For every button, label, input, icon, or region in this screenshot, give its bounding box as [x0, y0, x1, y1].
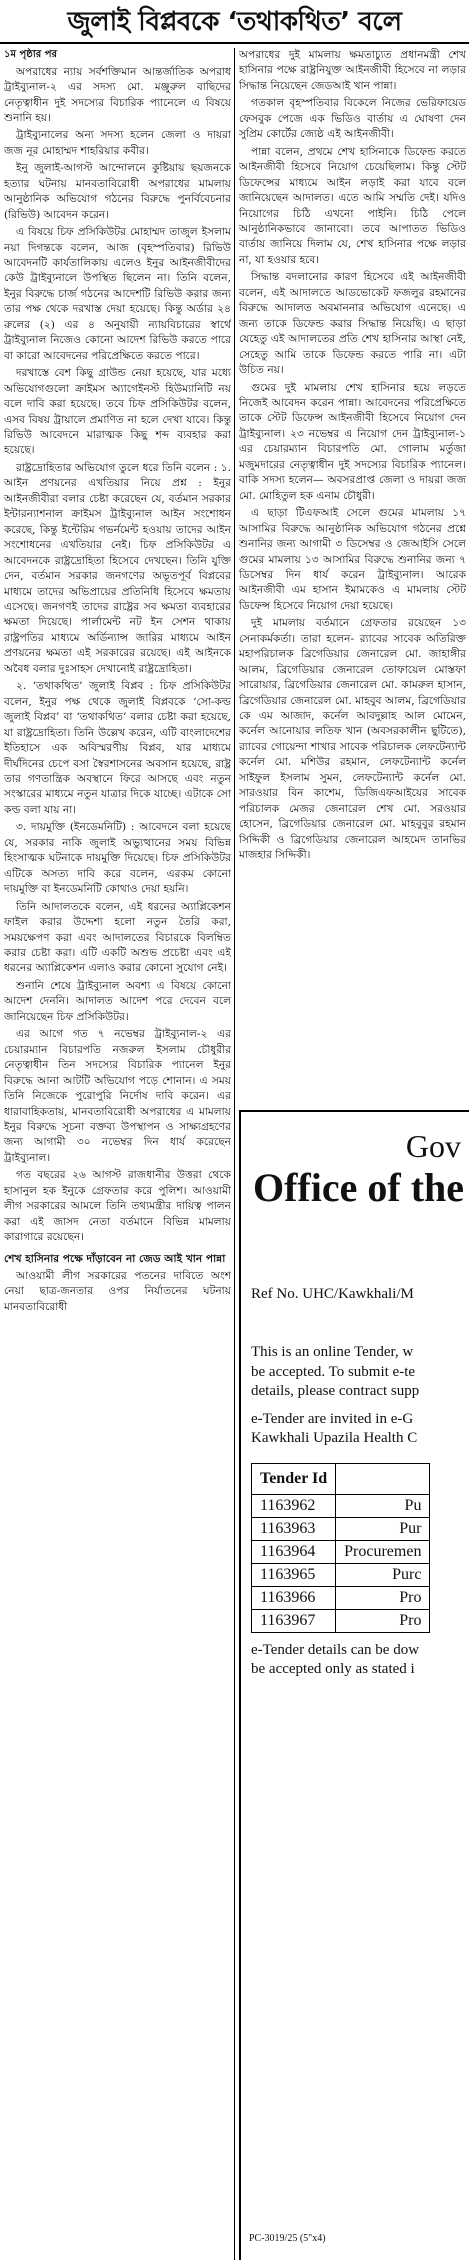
ad-footer-text [241, 1641, 469, 1680]
tender-id-cell: 1163967 [252, 1609, 336, 1632]
headline: জুলাই বিপ্লবকে ‘তথাকথিত’ বলে [0, 0, 469, 44]
article-paragraph: গত বছরের ২৬ আগস্ট রাজধানীর উত্তরা থেকে হাসানুল হক ইনুকে গ্রেফতার করে পুলিশ। আওয়ামী লীগ সরকারের আমলে তিনি তথ্যমন্ত্রীর দায়িত্ব পালন করা এই জাসদ নেতা বর্তমানে বিভিন্ন মামলায় কারাগারে রয়েছেন। [4, 1169, 231, 1244]
tender-desc-cell: Pur [336, 1517, 430, 1540]
table-row [252, 1494, 430, 1517]
ad-body-line: This is an online Tender, w [251, 1344, 414, 1360]
tender-id-cell: 1163965 [252, 1563, 336, 1586]
ad-invitation-text [241, 1410, 469, 1449]
ad-pc-code: PC-3019/25 (5"x4) [249, 2233, 326, 2244]
article-paragraph: এ ছাড়া টিএফআই সেলে গুমের মামলায় ১৭ আসামির বিরুদ্ধে আনুষ্ঠানিক অভিযোগ গঠনের প্রশ্নে শুনানির জন্য আগামী ৩ ডিসেম্বর ও জেআইসি সেলে গুমের মামলায় ১৩ আসামির বিরুদ্ধে শুনানির জন্য ৭ ডিসেম্বর দিন ধার্য করেন ট্রাইব্যুনাল। আরেক আইনজীবী এম হাসান ইমামকেও এ মামলায় স্টেট ডিফেন্স হিসেবে নিয়োগ দেয়া হয়েছে। [239, 507, 466, 612]
tender-id-cell: 1163964 [252, 1540, 336, 1563]
article-paragraph: সিদ্ধান্ত বদলানোর কারণ হিসেবে এই আইনজীবী বলেন, এই আদালতে আডভোকেট ফজলুর রহমানের বিরুদ্ধে আদালত অবমাননার অভিযোগ এনেছে। এ জন্য তাকে ডিফেন্ড করার সিদ্ধান্ত নিয়েছি। এ ছাড়া যেহেতু এই আদালতের প্রতি শেখ হাসিনার আস্থা নেই, সেহেতু আমি তাকে ডিফেন্ড করতে পারি না। এটা উচিত নয়। [239, 271, 466, 377]
ad-invite-line: e-Tender are invited in e-G [251, 1410, 414, 1427]
tender-desc-cell: Pu [336, 1494, 430, 1517]
ad-government-line: Gov [405, 1128, 461, 1164]
article-paragraph: এর আগে গত ৭ নভেম্বর ট্রাইব্যুনাল-২ এর চেয়ারম্যান বিচারপতি নজরুল ইসলাম চৌধুরীর নেতৃত্বাধীন তিন সদস্যের বিচারিক প্যানেল ইনুর বিরুদ্ধে আনা আটটি অভিযোগ পড়ে শোনান। এ সময় তিনি নিজেকে পুরোপুরি নির্দোষ দাবি করেন। এর ধারাবাহিকতায়, মানবতাবিরোধী অপরাধের এ মামলায় ইনুর বিরুদ্ধে সূচনা বক্তব্য উপস্থাপন ও সাক্ষ্যগ্রহণের জন্য আগামী ৩০ নভেম্বর দিন ধার্য করেছেন ট্রাইব্যুনাল। [4, 1028, 231, 1164]
article-paragraph: ইনু জুলাই-আগস্ট আন্দোলনে কুষ্টিয়ায় ছয়জনকে হত্যার ঘটনায় মানবতাবিরোধী অপরাধের মামলায় আনুষ্ঠানিক অভিযোগ গঠনের বিরুদ্ধে পুনর্বিবেচনার (রিভিউ) আবেদন করেন। [4, 162, 231, 221]
article-paragraph: রাষ্ট্রদ্রোহিতার অভিযোগ তুলে ধরে তিনি বলেন : ১. আইন প্রণয়নের এখতিয়ার নিয়ে প্রশ্ন : ইনুর আইনজীবীরা বলার চেষ্টা করেছেন যে, বর্তমান সরকার ইন্টারন্যাশনাল ক্রাইমস ট্রাইব্যুনাল আইন সংশোধন করেছে, কিন্তু ইন্টেরিম গভর্নমেন্ট হওয়ায় তাদের আইন সংশোধনের এখতিয়ার নেই। চিফ প্রসিকিউটর এ আবেদনকে রাষ্ট্রদ্রোহিতা হিসেবে দেখছেন। তিনি যুক্তি দেন, বর্তমান সরকার জনগণের অভূতপূর্ব বিপ্লবের মাধ্যমে তাদের অভিপ্রায়ের প্রতিনিধি হিসেবে ক্ষমতায় এসেছে। জনগণই তাদের রাষ্ট্রের সব ক্ষমতা ব্যবহারের ক্ষমতা দিয়েছে। পার্লামেন্ট নট ইন সেশন থাকায় রাষ্ট্রপতির মাধ্যমে অর্ডিন্যান্স জারির মাধ্যমে আইন প্রণয়নের ক্ষমতা এই সরকারের রয়েছে। এই আইনকে অবৈধ বলার দুঃসাহস দেখানোই রাষ্ট্রদ্রোহিতা। [4, 461, 231, 675]
continued-from-label: ১ম পৃষ্ঠার পর [4, 49, 57, 60]
article-paragraph: ৩. দায়মুক্তি (ইনডেমনিটি) : আবেদনে বলা হয়েছে যে, সরকার নাকি জুলাই অভ্যুত্থানের সময় বিভিন্ন হিংসাত্মক ঘটনাকে দায়মুক্তি দিয়েছে। চিফ প্রসিকিউটর এটিকে অসত্য দাবি করে বলেন, এরকম কোনো দায়মুক্তি বা ইনডেমনিটি কোথাও দেয়া হয়নি। [4, 821, 231, 896]
ad-footer-line: be accepted only as stated i [251, 1661, 415, 1677]
tender-desc-cell: Pro [336, 1609, 430, 1632]
article-paragraph: শুনানি শেষে ট্রাইব্যুনাল অবশ্য এ বিষয়ে কোনো আদেশ দেননি। আদালত আদেশ পরে দেবেন বলে জানিয়েছেন চিফ প্রসিকিউটর। [4, 979, 231, 1023]
table-row [252, 1517, 430, 1540]
tender-table [251, 1463, 430, 1633]
article-paragraph: তিনি আদালতকে বলেন, এই ধরনের অ্যাপ্লিকেশন ফাইল করার উদ্দেশ্য হলো নতুন তৈরি করা, সময়ক্ষেপণ করা এবং আদালতের বিচারকে বিলম্বিত করার চেষ্টা করা। এটি একটি অশুভ প্রচেষ্টা এবং এই ধরনের অ্যাপ্লিকেশন এলাও করার কোনো সুযোগ নেই। [4, 900, 231, 975]
article-paragraph: ট্রাইব্যুনালের অন্য সদস্য হলেন জেলা ও দায়রা জজ নূর মোহাম্মদ শাহরিয়ার কবীর। [4, 129, 231, 157]
tender-table-header [252, 1463, 430, 1494]
ad-body-line: be accepted. To submit e-te [251, 1363, 416, 1380]
article-paragraph: অপরাধের দুই মামলায় ক্ষমতাচ্যুত প্রধানমন্ত্রী শেখ হাসিনার পক্ষে রাষ্ট্রনিযুক্ত আইনজীবী হিসেবে না লড়ার সিদ্ধান্ত নিয়েছেন জেডআই খান পান্না। [239, 49, 466, 92]
table-row [252, 1609, 430, 1632]
article-paragraph: এ বিষয়ে চিফ প্রসিকিউটর মোহাম্মদ তাজুল ইসলাম নয়া দিগন্তকে বলেন, আজ (বৃহস্পতিবার) রিভিউ আবেদনটি কার্যতালিকায় এলেও ইনুর আইনজীবীদের কেউ ট্রাইব্যুনালে উপস্থিত ছিলেন না। তিনি বলেন, ইনুর বিরুদ্ধে চার্জ গঠনের আদেশটি রিভিউ করার জন্য তার পক্ষ থেকে দরখাস্ত দেয়া হয়েছে। কিন্তু অর্ডার ২৪ রুলের (২) এর ৪ অনুযায়ী ন্যায়বিচারের স্বার্থে ট্রাইব্যুনাল নিজেও কোনো আদেশ রিভিউ করতে পারে বা কারো আবেদনের পরিপ্রেক্ষিতে করতে পারে। [4, 226, 231, 362]
article-paragraph: দুই মামলায় বর্তমানে গ্রেফতার রয়েছেন ১৩ সেনাকর্মকর্তা। তারা হলেন- র‍্যাবের সাবেক অতিরিক্ত মহাপরিচালক ব্রিগেডিয়ার জেনারেল মো. জাহাঙ্গীর আলম, ব্রিগেডিয়ার জেনারেল তোফায়েল মোস্তফা সারোয়ার, ব্রিগেডিয়ার জেনারেল মো. কামরুল হাসান, ব্রিগেডিয়ার জেনারেল মো. মাহবুব আলম, ব্রিগেডিয়ার কে এম আজাদ, কর্নেল আবদুল্লাহ আল মোমেন, কর্নেল আনোয়ার লতিফ খান (অবসরকালীন ছুটিতে), র‍্যাবের গোয়েন্দা শাখার সাবেক পরিচালক লেফটেন্যান্ট কর্নেল মো. মশিউর রহমান, লেফটেন্যান্ট কর্নেল সাইফুল ইসলাম সুমন, লেফটেন্যান্ট কর্নেল মো. সারওয়ার বিন কাশেম, ডিজিএফআইয়ের সাবেক পরিচালক মেজর জেনারেল শেখ মো. সরওয়ার হোসেন, ব্রিগেডিয়ার জেনারেল মো. মাহবুবুর রহমান সিদ্দিকী ও ব্রিগেডিয়ার জেনারেল আহমেদ তানভির মাজহার সিদ্দিকী। [239, 617, 466, 862]
tender-desc-cell: Pro [336, 1586, 430, 1609]
article-paragraph: পান্না বলেন, প্রথমে শেখ হাসিনাকে ডিফেন্ড করতে আইনজীবী হিসেবে নিয়োগ চেয়েছিলাম। কিন্তু স্টেট ডিফেন্সের মাধ্যমে আইন লড়াই করা যাবে বলে জানিয়েছেন আদালত। এতে আমি সম্মতি দেই। যদিও নিয়োগের চিঠি এখনো পাইনি। চিঠি পেলে আনুষ্ঠানিকভাবে জানাবো। তবে আপাতত ভিডিও বার্তায় জানিয়ে দিলাম যে, শেখ হাসিনার পক্ষে লড়ার না, যা হওয়ার হবে। [239, 145, 466, 266]
article-paragraph: অপরাধের ন্যায় সর্বশক্তিমান আন্তর্জাতিক অপরাধ ট্রাইব্যুনাল-২ এর সদস্য মো. মঞ্জুরুল বাছিদের নেতৃত্বাধীন দুই সদস্যের বিচারিক প্যানেলে এ বিষয়ে শুনানি হয়। [4, 65, 231, 124]
table-row [252, 1586, 430, 1609]
ad-footer-line: e-Tender details can be dow [251, 1641, 420, 1658]
sub-headline: শেখ হাসিনার পক্ষে দাঁড়াবেন না জেড আই খান পান্না [4, 1252, 226, 1265]
ad-reference-number: Ref No. UHC/Kawkhali/M [251, 1286, 414, 1302]
article-paragraph: ২. ‘তথাকথিত’ জুলাই বিপ্লব : চিফ প্রসিকিউটর বলেন, ইনুর পক্ষ থেকে জুলাই বিপ্লবকে ‘সো-কল্ড জুলাই বিপ্লব’ বা ‘তথাকথিত’ বলার চেষ্টা করা হয়েছে, যা রাষ্ট্রদ্রোহিতা। তিনি উল্লেখ করেন, এটি বাংলাদেশের ইতিহাসে এক অবিস্মরণীয় বিপ্লব, যার মাধ্যমে দীর্ঘদিনের চেপে বসা স্বৈরশাসনের অবসান হয়েছে, রাষ্ট্র তার গণতান্ত্রিক অবস্থানে ফিরে আসছে এবং নতুন সংস্কারের মাধ্যমে নতুন যাত্রার দিকে যাচ্ছে। এটাকে সো কল্ড বলা যায় না। [4, 680, 231, 816]
ad-body-text [241, 1343, 469, 1402]
right-column [239, 48, 466, 1103]
table-row [252, 1563, 430, 1586]
tender-advertisement [239, 1110, 469, 2260]
table-row [252, 1540, 430, 1563]
tender-id-cell: 1163963 [252, 1517, 336, 1540]
ad-office-title: Office of the [253, 1165, 465, 1210]
article-paragraph: গতকাল বৃহস্পতিবার বিকেলে নিজের ভেরিফায়েড ফেসবুক পেজে এক ভিডিও বার্তায় এ ঘোষণা দেন সুপ্রিম কোর্টের জ্যেষ্ঠ এই আইনজীবী। [239, 97, 466, 141]
tender-id-cell: 1163962 [252, 1494, 336, 1517]
article-paragraph: আওয়ামী লীগ সরকারের পতনের দাবিতে অংশ নেয়া ছাত্র-জনতার ওপর নির্যাতনের ঘটনায় মানবতাবিরোধী [4, 1270, 231, 1313]
tender-id-header: Tender Id [252, 1463, 336, 1494]
tender-desc-cell: Procuremen [336, 1540, 430, 1563]
tender-desc-header [336, 1463, 430, 1494]
tender-id-cell: 1163966 [252, 1586, 336, 1609]
left-column [4, 48, 231, 2260]
ad-body-line: details, please contract supp [251, 1383, 420, 1399]
article-paragraph: গুমের দুই মামলায় শেখ হাসিনার হয়ে লড়তে নিজেই আবেদন করেন পান্না। আবেদনের পরিপ্রেক্ষিতে তাকে স্টেট ডিফেন্স আইনজীবী হিসেবে নিয়োগ দেন ট্রাইব্যুনাল। ২৩ নভেম্বর এ নিয়োগ দেন ট্রাইব্যুনাল-১ এর চেয়ারম্যান বিচারপতি মো. গোলাম মর্তুজা মজুমদারের নেতৃত্বাধীন দুই সদস্যের বিচারিক প্যানেল। বাকি সদস্য হলেন— অবসরপ্রাপ্ত জেলা ও দায়রা জজ মো. মোহিতুল হক এনাম চৌধুরী। [239, 381, 466, 502]
column-divider [234, 48, 235, 2260]
article-paragraph: দরখাস্তে বেশ কিছু গ্রাউন্ড নেয়া হয়েছে, যার মধ্যে অভিযোগগুলো ক্রাইমস অ্যাগেইনস্ট হিউম্যানিটি নয় বলে দাবি করা হয়েছে। তবে চিফ প্রসিকিউটর বলেন, এসব বিষয় ট্রায়ালে প্রমাণিত না হলে দেখা যাবে। কিন্তু রিভিউ আবেদনে মারাত্মক কিছু শব্দ ব্যবহার করা হয়েছে। [4, 367, 231, 457]
tender-desc-cell: Purc [336, 1563, 430, 1586]
ad-invite-line: Kawkhali Upazila Health C [251, 1430, 418, 1446]
